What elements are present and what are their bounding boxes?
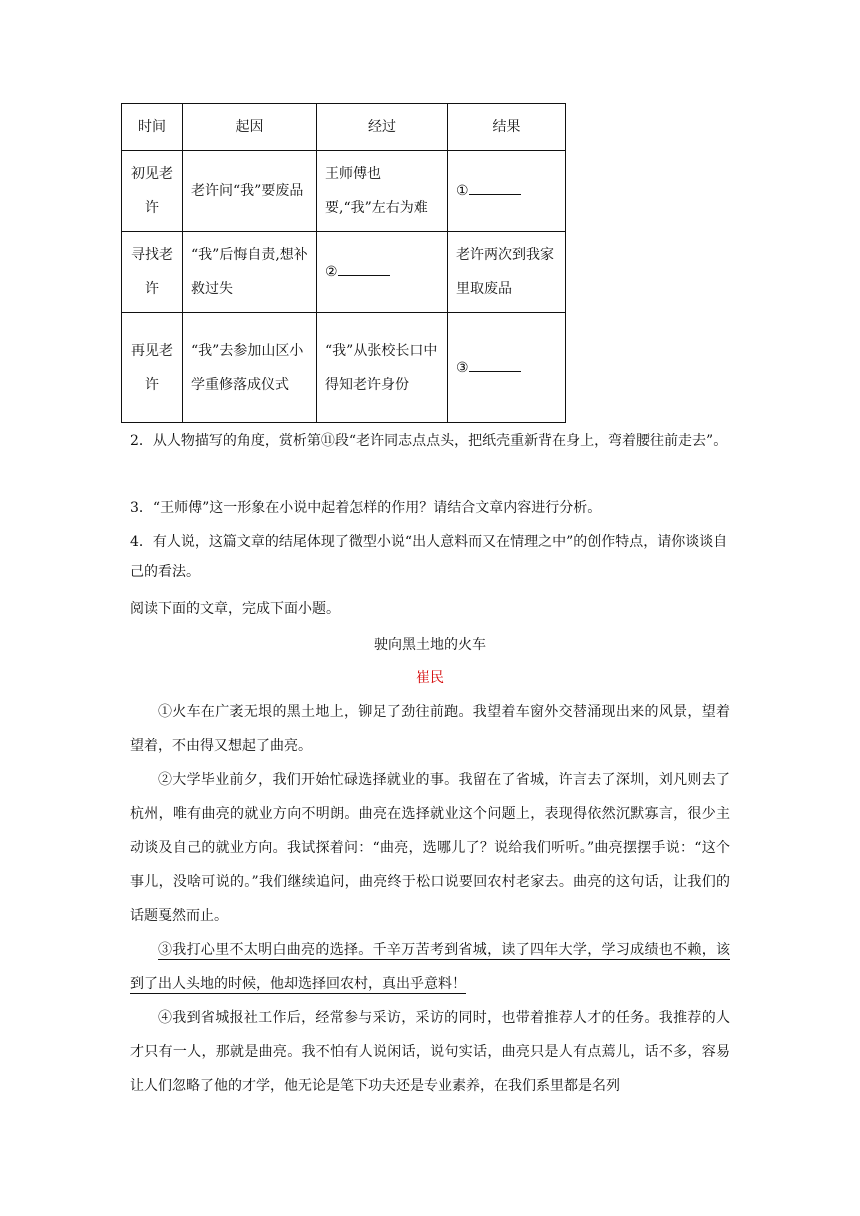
question-3: 3．“王师傅”这一形象在小说中起着怎样的作用？请结合文章内容进行分析。 (130, 500, 602, 516)
paragraph-3 (130, 933, 730, 1001)
answer-blank[interactable] (469, 178, 521, 195)
table-row (122, 313, 566, 423)
cell-process: “我”从张校长口中得知老许身份 (317, 313, 448, 423)
cell-result (448, 151, 566, 232)
cell-cause: “我”后悔自责,想补救过失 (183, 232, 317, 313)
paragraph-2: ②大学毕业前夕，我们开始忙碌选择就业的事。我留在了省城，许言去了深圳，刘凡则去了杭州，唯有曲亮的就业方向不明朗。曲亮在选择就业这个问题上，表现得依然沉默寡言，很少主动谈及自己的就业方向。我试探着问：“曲亮，选哪儿了？说给我们听听。”曲亮摆摆手说：“这个事儿，没啥可说的。”我们继续追问，曲亮终于松口说要回农村老家去。曲亮的这句话，让我们的话题戛然而止。 (130, 772, 730, 924)
underlined-sentence: ③我打心里不太明白曲亮的选择。千辛万苦考到省城，读了四年大学，学习成绩也不赖，该到了出人头地的时候，他却选择回农村，真出乎意料！ (130, 942, 730, 992)
paragraph-1: ①火车在广袤无垠的黑土地上，铆足了劲往前跑。我望着车窗外交替涌现出来的风景，望着望着，不由得又想起了曲亮。 (130, 704, 730, 754)
blank-label: ① (456, 183, 469, 199)
question-2: 2．从人物描写的角度，赏析第⑪段“老许同志点点头，把纸壳重新背在身上，弯着腰往前走去”。 (130, 433, 728, 449)
cell-process: 王师傅也要,“我”左右为难 (317, 151, 448, 232)
blank-label: ③ (456, 359, 469, 376)
blank-label: ② (325, 264, 338, 280)
cell-result: 老许两次到我家里取废品 (448, 232, 566, 313)
header-result: 结果 (448, 104, 566, 151)
reading-instruction: 阅读下面的文章，完成下面小题。 (130, 601, 340, 617)
article-author: 崔民 (416, 670, 444, 686)
article-title: 驶向黑土地的火车 (374, 637, 486, 653)
table-header-row (122, 104, 566, 151)
cell-cause: 老许问“我”要废品 (183, 151, 317, 232)
paragraph-4: ④我到省城报社工作后，经常参与采访，采访的同时，也带着推荐人才的任务。我推荐的人才只有一人，那就是曲亮。我不怕有人说闲话，说句实话，曲亮只是人有点蔫儿，话不多，容易让人们忽略了他的才学，他无论是笔下功夫还是专业素养，在我们系里都是名列 (130, 1010, 730, 1094)
cell-result (448, 313, 566, 423)
question-4: 4．有人说，这篇文章的结尾体现了微型小说“出人意料而又在情理之中”的创作特点，请你谈谈自己的看法。 (130, 534, 728, 580)
answer-blank[interactable] (338, 259, 390, 276)
cell-process (317, 232, 448, 313)
cell-time: 寻找老许 (122, 232, 183, 313)
table-row (122, 232, 566, 313)
table-row (122, 151, 566, 232)
header-cause: 起因 (183, 104, 317, 151)
answer-blank[interactable] (469, 355, 521, 372)
plot-table (121, 103, 566, 423)
cell-time: 初见老许 (122, 151, 183, 232)
header-time: 时间 (122, 104, 183, 151)
cell-cause: “我”去参加山区小学重修落成仪式 (183, 313, 317, 423)
cell-time: 再见老许 (122, 313, 183, 423)
header-process: 经过 (317, 104, 448, 151)
